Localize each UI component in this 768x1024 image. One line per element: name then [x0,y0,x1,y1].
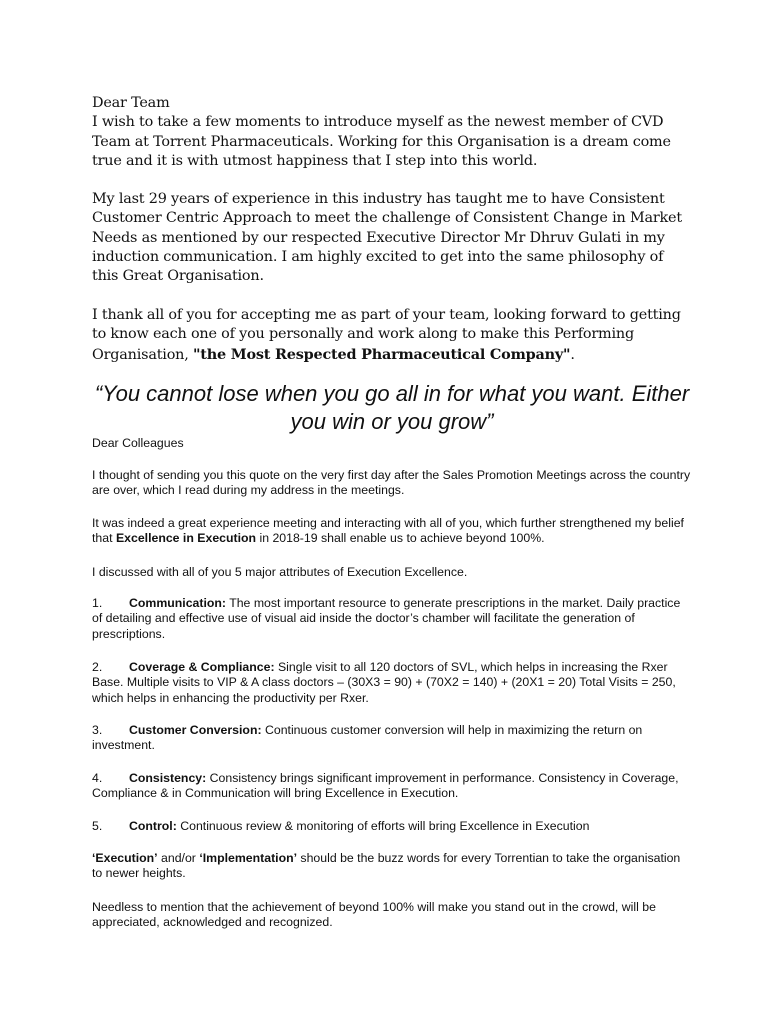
attribute-title: Communication: [129,596,227,610]
attribute-number: 4. [92,771,103,785]
implementation-bold: ‘Implementation’ [199,851,298,865]
colleagues-paragraph-2 [92,516,692,547]
attribute-item-4 [92,771,692,802]
attribute-text: Single visit to all 120 doctors of SVL, which helps in increasing the Rxer Base. Multiple visits to VIP & A class doctors – (30X3 = 90) + (70X2 = 140) + (20X1 = 20) Total Visits = 250, which helps in enhancing the productivity per Rxer. [92,660,676,705]
attribute-text: Continuous customer conversion will help in maximizing the return on investment. [92,723,643,753]
attribute-title: Consistency: [129,771,207,785]
attribute-item-5 [92,819,692,834]
attribute-text: Continuous review & monitoring of efforts will bring Excellence in Execution [176,819,590,833]
execution-bold: ‘Execution’ [92,851,158,865]
intro-paragraph-3-text: I thank all of you for accepting me as part of your team, looking forward to getting to know each one of you personally and work along to make this Performing Organisation, [92,307,681,363]
excellence-in-execution-bold: Excellence in Execution [115,531,257,546]
attribute-title: Control: [129,819,177,833]
attribute-item-3 [92,723,692,754]
closing-paragraph-1 [92,851,692,882]
intro-paragraph-3 [92,306,692,365]
colleagues-paragraph-2-a: It was indeed a great experience meeting and interacting with all of you, which further strengthened my belief that [92,516,684,546]
attribute-title: Customer Conversion: [129,723,262,737]
company-motto: "the Most Respected Pharmaceutical Company" [192,345,571,363]
attribute-number: 1. [92,596,103,610]
attribute-number: 3. [92,723,103,737]
intro-paragraph-1: I wish to take a few moments to introduce myself as the newest member of CVD Team at Torrent Pharmaceuticals. Working for this Organisation is a dream come true and it is with utmost happiness that I step into this world. [92,114,671,169]
letter-intro-para-3 [92,306,692,365]
attribute-number: 5. [92,819,103,833]
closing-paragraph-2: Needless to mention that the achievement of beyond 100% will make you stand out in the crowd, will be appreciated, acknowledged and recognized. [92,900,656,930]
attribute-text: The most important resource to generate prescriptions in the market. Daily practice of detailing and effective use of visual aid inside the doctor’s chamber will facilitate the generation of prescriptions. [92,596,681,641]
intro-paragraph-3-end: . [570,346,575,363]
intro-paragraph-2: My last 29 years of experience in this industry has taught me to have Consistent Customer Centric Approach to meet the challenge of Consistent Change in Market Needs as mentioned by our respected Executive Director Mr Dhruv Gulati in my induction communication. I am highly excited to get into the same philosophy of this Great Organisation. [92,191,682,285]
closing-paragraph-1-text: should be the buzz words for every Torrentian to take the organisation to newer heights. [92,851,681,881]
colleagues-paragraph-1: I thought of sending you this quote on the very first day after the Sales Promotion Meetings across the country are over, which I read during my address in the meetings. [92,468,691,498]
colleagues-paragraph-3: I discussed with all of you 5 major attributes of Execution Excellence. [92,565,468,579]
attribute-item-2 [92,660,692,706]
greeting-dear-team: Dear Team [92,95,170,111]
letter-intro [92,94,692,171]
closing-and-or: and/or [157,851,200,865]
attribute-text: Consistency brings significant improvement in performance. Consistency in Coverage, Compliance & in Communication will bring Excellence in Execution. [92,771,679,801]
attribute-title: Coverage & Compliance: [129,660,275,674]
motivational-quote: “You cannot lose when you go all in for what you want. Either you win or you grow” [94,381,690,434]
attribute-item-1 [92,596,692,642]
attribute-number: 2. [92,660,103,674]
letter-intro-para-2 [92,190,692,286]
greeting-dear-colleagues: Dear Colleagues [92,436,184,450]
colleagues-paragraph-2-b: in 2018-19 shall enable us to achieve beyond 100%. [256,531,545,546]
